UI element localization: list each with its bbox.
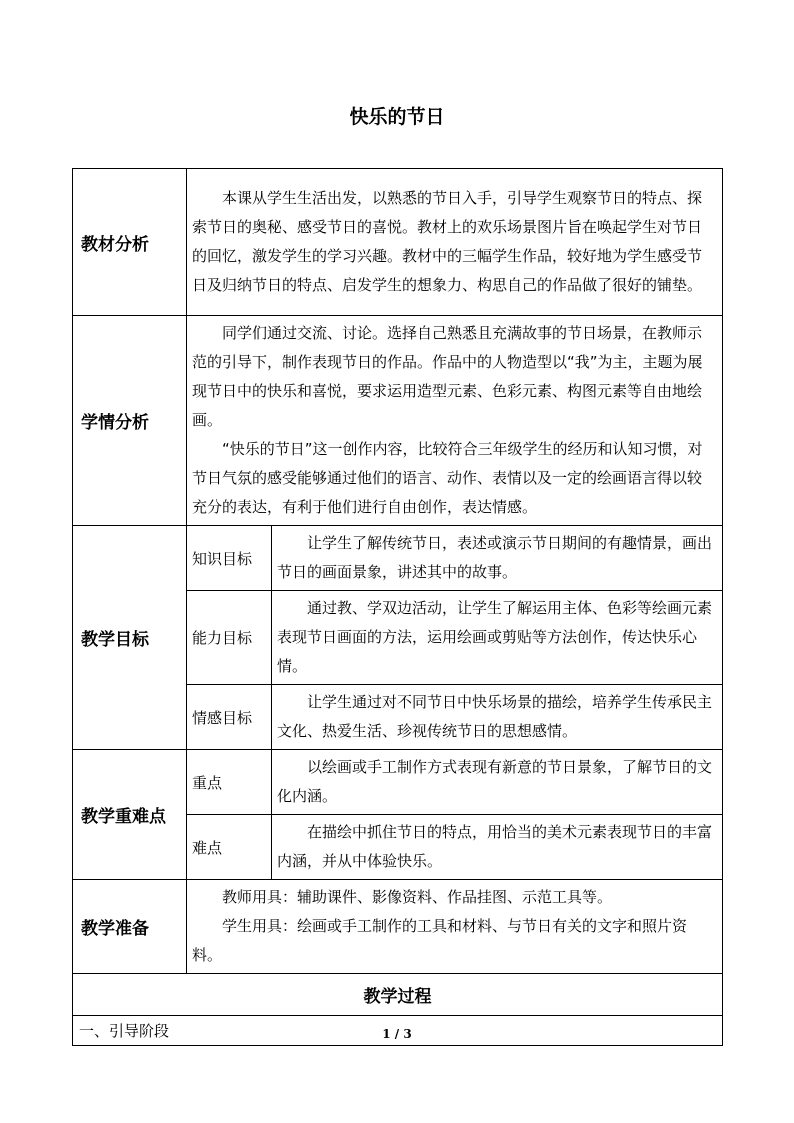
preparation-cell <box>187 880 723 974</box>
preparation-row <box>73 880 723 974</box>
material-analysis-text: 本课从学生生活出发，以熟悉的节日入手，引导学生观察节日的特点、探索节日的奥秘、感受节日的喜悦。教材上的欢乐场景图片旨在唤起学生对节日的回忆，激发学生的学习兴趣。教材中的三幅学生作品，较好地为学生感受节日及归纳节日的特点、启发学生的想象力、构思自己的作品做了很好的铺垫。 <box>192 189 703 294</box>
material-analysis-cell <box>187 169 723 316</box>
page-title: 快乐的节日 <box>349 106 445 128</box>
keypoint-row-key <box>73 750 723 815</box>
student-analysis-text-1: 同学们通过交流、讨论。选择自己熟悉且充满故事的节日场景，在教师示范的引导下，制作表现节日的作品。作品中的人物造型以“我”为主，主题为展现节日中的快乐和喜悦，要求运用造型元素、色彩元素、构图元素等自由地绘画。 <box>192 324 703 429</box>
preparation-teacher-text: 教师用具：辅助课件、影像资料、作品挂图、示范工具等。 <box>222 888 613 906</box>
process-heading: 教学过程 <box>73 974 723 1016</box>
process-stage-1: 一、引导阶段 <box>73 1016 723 1046</box>
goal-row-knowledge <box>73 526 723 591</box>
material-analysis-heading: 教材分析 <box>73 169 187 316</box>
keypoint-text-difficult: 在描绘中抓住节日的特点，用恰当的美术元素表现节日的丰富内涵，并从中体验快乐。 <box>277 823 713 870</box>
student-analysis-cell <box>187 316 723 526</box>
goal-text-ability: 通过教、学双边活动，让学生了解运用主体、色彩等绘画元素表现节日画面的方法，运用绘画或剪贴等方法创作，传达快乐心情。 <box>277 599 713 675</box>
page-number: 1 / 3 <box>382 1027 412 1041</box>
teaching-goals-heading: 教学目标 <box>73 526 187 750</box>
goal-cell-ability <box>272 591 723 685</box>
goal-cell-knowledge <box>272 526 723 591</box>
preparation-heading: 教学准备 <box>73 880 187 974</box>
student-analysis-row <box>73 316 723 526</box>
student-analysis-text-2: “快乐的节日”这一创作内容，比较符合三年级学生的经历和认知习惯，对节日气氛的感受能够通过他们的语言、动作、表情以及一定的绘画语言得以较充分的表达，有利于他们进行自由创作，表达情感。 <box>192 440 703 516</box>
keypoint-label-key: 重点 <box>187 750 272 815</box>
keypoint-label-difficult: 难点 <box>187 815 272 880</box>
material-analysis-row <box>73 169 723 316</box>
key-difficult-heading: 教学重难点 <box>73 750 187 880</box>
keypoint-cell-difficult <box>272 815 723 880</box>
goal-label-ability: 能力目标 <box>187 591 272 685</box>
goal-cell-emotion <box>272 685 723 750</box>
goal-text-emotion: 让学生通过对不同节日中快乐场景的描绘，培养学生传承民主文化、热爱生活、珍视传统节日的思想感情。 <box>277 693 713 740</box>
student-analysis-heading: 学情分析 <box>73 316 187 526</box>
lesson-plan-table <box>72 168 723 1046</box>
goal-label-emotion: 情感目标 <box>187 685 272 750</box>
goal-text-knowledge: 让学生了解传统节日，表述或演示节日期间的有趣情景，画出节日的画面景象，讲述其中的故事。 <box>277 534 713 581</box>
keypoint-text-key: 以绘画或手工制作方式表现有新意的节日景象，了解节日的文化内涵。 <box>277 758 713 805</box>
process-heading-row <box>73 974 723 1016</box>
keypoint-cell-key <box>272 750 723 815</box>
goal-label-knowledge: 知识目标 <box>187 526 272 591</box>
preparation-student-text: 学生用具：绘画或手工制作的工具和材料、与节日有关的文字和照片资料。 <box>192 917 688 964</box>
